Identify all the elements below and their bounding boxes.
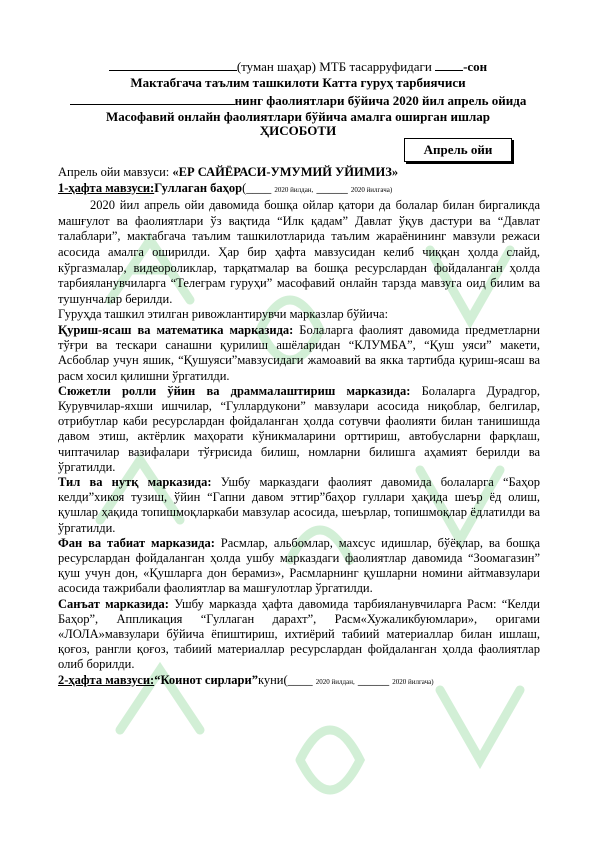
blank-number (435, 58, 463, 71)
center-title: Санъат марказида: (58, 596, 169, 611)
center-text: Расмлар, альбомлар, махсус идишлар, бўёқлар, ва бошқа ресурслардан фойдаланган ҳолда ушбу марказдаги фаолиятлар давомида “Зоомагазин” қуш учун дон, «Қушларга дон берамиз», Расмларнинг қушларни номини айтмавзулари асосида тажрибали фаолиятлар ва машғулотлар ўргатилди. (58, 535, 540, 596)
intro-paragraph: 2020 йил апрель ойи давомида бошқа ойлар қатори да болалар билан биргаликда машғулот ва фаолиятлари ўз вақтида “Илк қадам” Давлат ўқув дастури ва “Давлат талаблари”, мактабгача таълим ташкилотларида таълим жараёнининг мавзули режаси асосида амалга оширилди. Ҳар бир ҳафта мавзусидан келиб чиққан ҳолда слайд, кўргазмалар, видеороликлар, тарқатмалар ва бошқа ресурслардан фойдаланган ҳолда тарбияланувчиларга “Телеграм гуруҳи” масофавий онлайн тарзда мавзуга оид билим ва тушунчалар берилди. (58, 198, 540, 306)
center-science-nature (58, 536, 540, 597)
header-line-3-text: нинг фаолиятлари бўйича 2020 йил апрель ойида (234, 93, 527, 108)
header-line-3 (0, 92, 596, 109)
center-title: Тил ва нутқ марказида: (58, 474, 212, 489)
week2-date-to: 2020 йилгача) (392, 677, 434, 686)
center-text: Ушбу марказдаги фаолият давомида болаларга “Баҳор келди”хикоя тузиш, ўйин “Гапни давом эттир”баҳор гуллари ҳақида шеър ёд олиш, қушлар ҳақида топишмоқларкаби мавзулар асосида, шеърлар, топишмоқлар ёдлатилди ва ўргатилди. (58, 474, 540, 535)
watermark-mark (300, 730, 360, 790)
header-line-1-text: (туман шаҳар) МТБ тасарруфидаги (236, 59, 432, 74)
center-language-speech (58, 475, 540, 536)
month-topic-label: Апрель ойи мавзуси: (58, 165, 170, 179)
center-title: Сюжетли ролли ўйин ва драммалаштириш марказида: (58, 383, 411, 398)
header-line-1-end: -сон (463, 59, 488, 74)
month-topic-value: «ЕР САЙЁРАСИ-УМУМИЙ УЙИМИЗ» (172, 165, 399, 179)
week1-heading (58, 181, 540, 199)
report-title: ҲИСОБОТИ (259, 123, 337, 138)
week1-date-from: 2020 йилдан, (274, 185, 314, 194)
month-badge: Апрель ойи (404, 138, 512, 162)
center-text: Ушбу марказда ҳафта давомида тарбияланувчиларга Расм: “Келди Баҳор”, Аппликация “Гуллаган дарахт”, Расм«Хужаликбуюмлари», оригами «ЛОЛА»мавзулари бўйича ёпиштириш, ихтиёрий табиий материаллар билан ишлаш, қоғоз, рангли қоғоз, табиий материаллар ресурслардан фойдаланган ҳолда фаолиятлар олиб борилди. (58, 596, 540, 672)
header-line-1 (0, 58, 596, 75)
week2-dates-open: (____ (283, 672, 313, 687)
header-line-4: Масофавий онлайн фаолиятлари бўйича амалга оширган ишлар (106, 109, 490, 124)
watermark-mark (440, 690, 520, 760)
week2-title: “Коинот сирлари” (154, 672, 258, 687)
center-text: Болаларга Дурадгор, Курувчилар-яхши ишчилар, “Гуллардукони” мавзулари асосида ниқоблар, белгилар, отрибутлар каби ресурслардан фойдаланган ҳолда сотувчи фаолияти билан танишишда давом этиш, актёрлик маҳорати кўникмаларини орттириш, автобусларни фарқлаш, чиптачилар вазифалари тўғрисида билиш, номларни билишга аҳамият берилди ва ўргатилди. (58, 383, 540, 474)
week1-title: Гуллаган баҳор (154, 180, 243, 195)
blank-teacher-name (70, 92, 235, 105)
center-text: Болаларга фаолият давомида предметларни тўғри ва тескари санашни қурилиш ашёларидан “КЛУМБА”, “Қуш уяси” макети, Асбоблар учун яшик, “Қушуяси”мавзусидаги жамоавий ва якка тартибда қуриш-ясаш ва расм хосил қилишни ўргатилди. (58, 322, 540, 383)
center-art (58, 597, 540, 673)
week1-date-to: 2020 йилгача) (350, 185, 393, 194)
center-title: Қуриш-ясаш ва математика марказида: (58, 322, 294, 337)
header-line-2: Мактабгача таълим ташкилоти Катта гуруҳ тарбиячиси (130, 75, 466, 90)
week1-dates-open: (____ (242, 180, 272, 195)
blank-district (109, 58, 237, 71)
center-title: Фан ва табиат марказида: (58, 535, 215, 550)
center-role-play (58, 384, 540, 475)
month-topic (58, 165, 540, 181)
centers-intro: Гуруҳда ташкил этилган ривожлантирувчи марказлар бўйича: (58, 307, 389, 322)
week2-date-sep: _____ (357, 672, 390, 687)
week1-label: 1-ҳафта мавзуси: (58, 180, 155, 195)
center-construction-math (58, 323, 540, 384)
week1-date-sep: _____ (316, 180, 348, 195)
report-body (58, 165, 540, 690)
week2-suffix: куни (257, 672, 284, 687)
week2-label: 2-ҳафта мавзуси: (58, 672, 155, 687)
week2-heading (58, 673, 540, 691)
week2-date-from: 2020 йилдан, (315, 677, 355, 686)
